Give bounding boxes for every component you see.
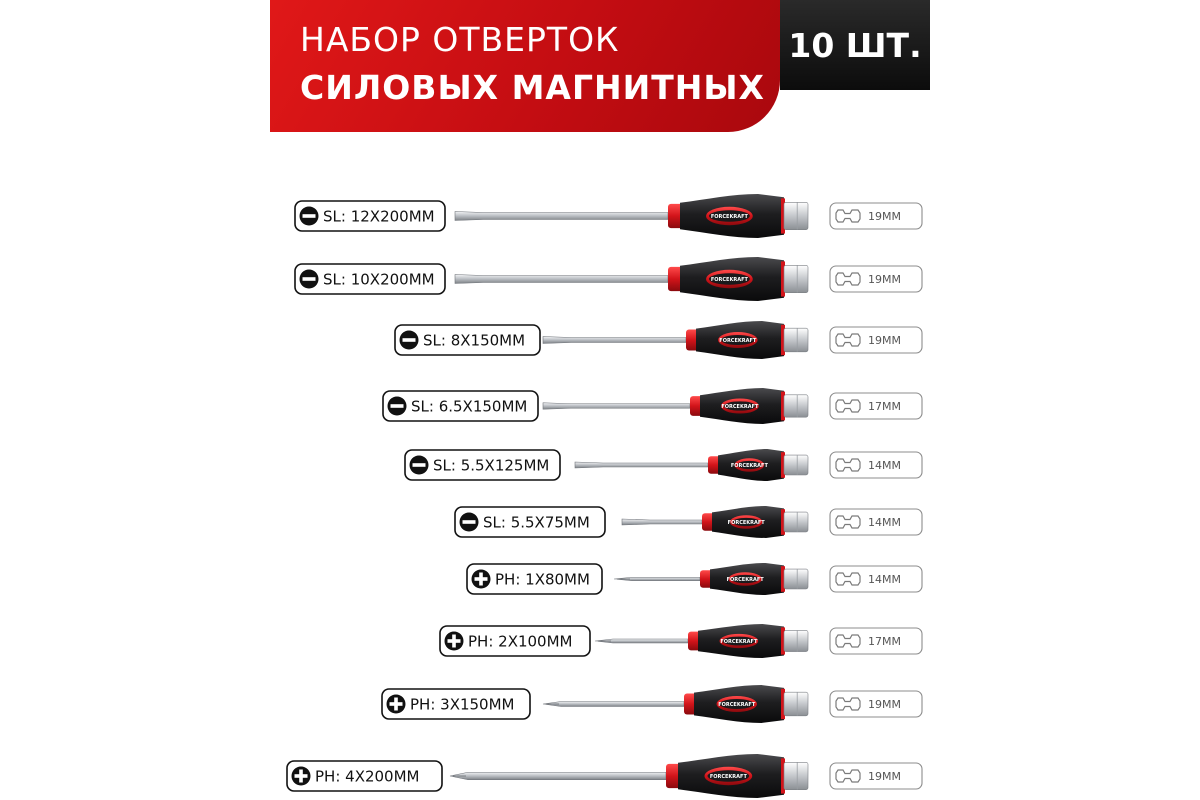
wrench-size-text: 17MM: [868, 400, 901, 413]
brand-logo: FORCEKRAFT: [720, 638, 758, 645]
size-label-text: SL: 6.5X150MM: [411, 397, 528, 416]
blade: [450, 772, 666, 780]
slotted-icon: [300, 207, 319, 226]
slotted-icon: [300, 270, 319, 289]
screwdriver-row: [295, 257, 922, 301]
wrench-size-text: 19MM: [868, 273, 901, 286]
brand-logo: FORCEKRAFT: [718, 701, 756, 708]
screwdriver-row: [382, 685, 922, 723]
screwdriver-row: [405, 449, 922, 481]
size-label-text: SL: 12X200MM: [323, 207, 435, 226]
phillips-icon: [472, 570, 491, 589]
page-subtitle: СИЛОВЫХ МАГНИТНЫХ: [300, 68, 765, 107]
screwdriver-row: [287, 754, 922, 798]
slotted-icon: [460, 513, 479, 532]
hex-cap: [784, 455, 808, 475]
wrench-size-text: 19MM: [868, 698, 901, 711]
brand-logo: FORCEKRAFT: [727, 519, 765, 526]
hex-cap: [784, 512, 808, 532]
size-label-text: SL: 8X150MM: [423, 331, 526, 350]
phillips-icon: [445, 632, 464, 651]
screwdriver-row: [295, 194, 922, 238]
page-title: НАБОР ОТВЕРТОК: [300, 20, 620, 59]
size-label-text: PH: 2X100MM: [468, 632, 573, 651]
phillips-icon: [387, 695, 406, 714]
blade: [543, 702, 684, 707]
brand-logo: FORCEKRAFT: [710, 276, 748, 283]
slotted-icon: [400, 331, 419, 350]
brand-logo: FORCEKRAFT: [726, 576, 764, 583]
screwdriver-row: [467, 563, 922, 595]
hex-cap: [784, 202, 808, 229]
brand-logo: FORCEKRAFT: [721, 403, 759, 410]
wrench-size-text: 19MM: [868, 334, 901, 347]
size-label-text: PH: 1X80MM: [495, 570, 590, 589]
hex-cap: [784, 630, 808, 651]
hex-cap: [784, 569, 808, 589]
wrench-size-text: 19MM: [868, 210, 901, 223]
size-label-text: PH: 3X150MM: [410, 695, 515, 714]
hex-cap: [784, 328, 808, 352]
phillips-icon: [292, 767, 311, 786]
blade: [622, 519, 702, 525]
size-label-text: PH: 4X200MM: [315, 767, 420, 786]
screwdriver-row: [395, 321, 922, 359]
slotted-icon: [388, 397, 407, 416]
screwdriver-row: [455, 506, 922, 538]
screwdriver-row: [440, 624, 922, 658]
brand-logo: FORCEKRAFT: [719, 337, 757, 344]
wrench-size-text: 19MM: [868, 770, 901, 783]
blade: [575, 462, 708, 468]
hex-cap: [784, 762, 808, 789]
blade: [543, 403, 690, 410]
hex-cap: [784, 395, 808, 417]
blade: [455, 275, 668, 284]
blade: [543, 337, 686, 344]
hex-cap: [784, 692, 808, 716]
hex-cap: [784, 265, 808, 292]
wrench-size-text: 14MM: [868, 516, 901, 529]
brand-logo: FORCEKRAFT: [730, 462, 768, 469]
brand-logo: FORCEKRAFT: [709, 773, 747, 780]
brand-logo: FORCEKRAFT: [710, 213, 748, 220]
size-label-text: SL: 5.5X75MM: [483, 513, 590, 532]
size-label-text: SL: 10X200MM: [323, 270, 435, 289]
screwdriver-row: [383, 388, 922, 424]
slotted-icon: [410, 456, 429, 475]
blade: [455, 212, 668, 221]
wrench-size-text: 17MM: [868, 635, 901, 648]
wrench-size-text: 14MM: [868, 573, 901, 586]
size-label-text: SL: 5.5X125MM: [433, 456, 550, 475]
wrench-size-text: 14MM: [868, 459, 901, 472]
count-badge: 10 ШТ.: [780, 0, 930, 90]
